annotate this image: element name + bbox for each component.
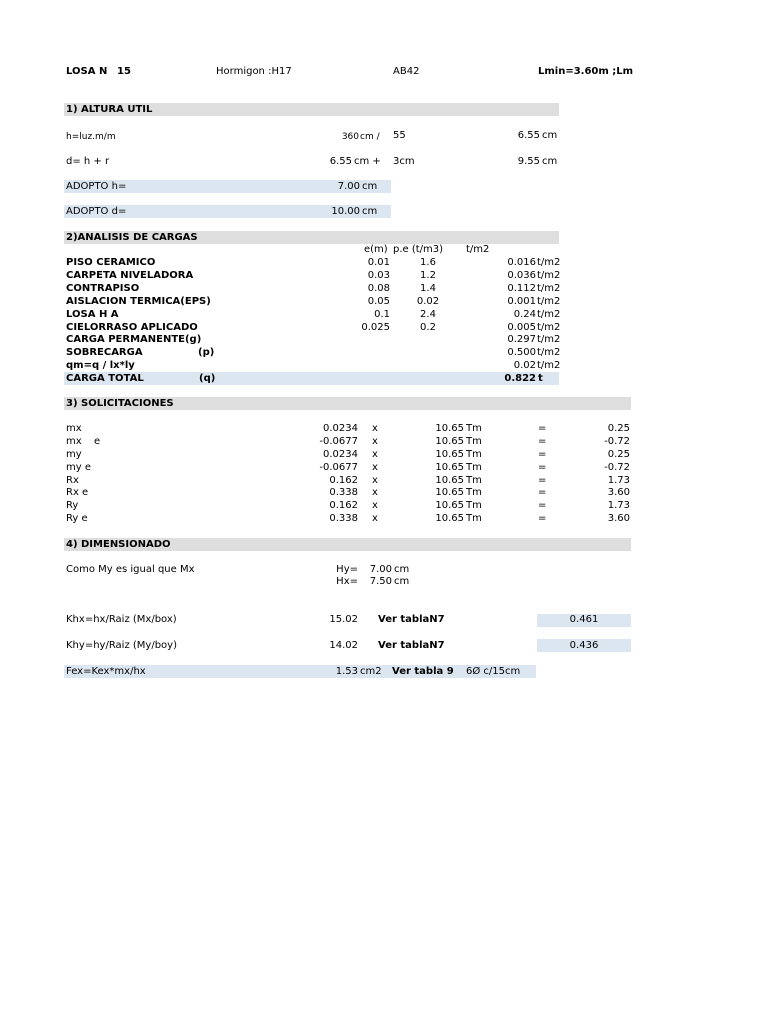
section-title-cargas: 2)ANALISIS DE CARGAS: [66, 232, 198, 243]
fex-label: Fex=Kex*mx/hx: [66, 666, 146, 677]
solicitacion-result: 3.60: [607, 487, 630, 498]
solicitacion-unit: Tm: [466, 487, 482, 498]
adopto-h-value: 7.00: [337, 181, 360, 192]
solicitacion-eq: =: [538, 513, 547, 524]
khy-reference: Ver tablaN7: [378, 640, 445, 651]
carga-unidad: t/m2: [537, 283, 561, 294]
qm-value: 0.02: [513, 360, 536, 371]
carga-unidad: t/m2: [537, 309, 561, 320]
adopto-d-value: 10.00: [331, 206, 360, 217]
section-title-dimensionado: 4) DIMENSIONADO: [66, 539, 171, 550]
losa-label: LOSA N: [66, 66, 108, 77]
solicitacion-result: -0.72: [604, 436, 630, 447]
solicitacion-coef: 0.338: [329, 487, 358, 498]
solicitacion-momento: 10.65: [435, 487, 464, 498]
solicitacion-name: my e: [66, 462, 91, 473]
solicitacion-op: x: [372, 423, 378, 434]
carga-peso-especifico: 0.2: [420, 322, 436, 333]
qm-label: qm=q / lx*ly: [66, 360, 135, 371]
carga-unidad: t/m2: [537, 322, 561, 333]
solicitacion-eq: =: [538, 500, 547, 511]
solicitacion-op: x: [372, 462, 378, 473]
khx-reference: Ver tablaN7: [378, 614, 445, 625]
solicitacion-name: Rx e: [66, 487, 89, 498]
carga-total-value: 0.822: [504, 373, 536, 384]
solicitacion-momento: 10.65: [435, 475, 464, 486]
solicitacion-momento: 10.65: [435, 423, 464, 434]
d-recubrimiento: 3cm: [393, 156, 415, 167]
col-header-pe: p.e (t/m3): [393, 244, 444, 255]
carga-valor: 0.016: [507, 257, 536, 268]
carga-peso-especifico: 1.2: [420, 270, 436, 281]
carga-total-label: CARGA TOTAL: [66, 373, 144, 384]
hy-label: Hy=: [336, 564, 358, 575]
solicitacion-name: Ry: [66, 500, 79, 511]
hy-value: 7.00: [369, 564, 392, 575]
adopto-d-label: ADOPTO d=: [66, 206, 127, 217]
d-result: 9.55: [517, 156, 540, 167]
solicitacion-momento: 10.65: [435, 513, 464, 524]
solicitacion-unit: Tm: [466, 513, 482, 524]
carga-peso-especifico: 1.4: [420, 283, 436, 294]
sobrecarga-unit: t/m2: [537, 347, 561, 358]
permanente-label: CARGA PERMANENTE(g): [66, 334, 202, 345]
fex-unit: cm2: [360, 666, 382, 677]
adopto-d-unit: cm: [362, 206, 378, 217]
solicitacion-name: my: [66, 449, 82, 460]
hx-unit: cm: [394, 576, 410, 587]
carga-name: CONTRAPISO: [66, 283, 140, 294]
solicitacion-unit: Tm: [466, 500, 482, 511]
solicitacion-unit: Tm: [466, 462, 482, 473]
solicitacion-op: x: [372, 513, 378, 524]
solicitacion-result: 0.25: [607, 449, 630, 460]
h-result: 6.55: [517, 130, 540, 141]
solicitacion-unit: Tm: [466, 475, 482, 486]
solicitacion-result: 1.73: [607, 500, 630, 511]
fex-result: 6Ø c/15cm: [466, 666, 521, 677]
d-formula: d= h + r: [66, 156, 110, 167]
solicitacion-unit: Tm: [466, 436, 482, 447]
solicitacion-coef: 0.338: [329, 513, 358, 524]
adopto-h-label: ADOPTO h=: [66, 181, 127, 192]
solicitacion-unit: Tm: [466, 423, 482, 434]
h-luz-unit: cm /: [360, 132, 380, 142]
h-luz-value: 360: [341, 132, 359, 142]
carga-peso-especifico: 0.02: [416, 296, 440, 307]
solicitacion-momento: 10.65: [435, 500, 464, 511]
carga-name: PISO CERAMICO: [66, 257, 156, 268]
solicitacion-name: mx: [66, 436, 82, 447]
carga-espesor: 0.03: [367, 270, 390, 281]
solicitacion-result: 3.60: [607, 513, 630, 524]
carga-peso-especifico: 1.6: [420, 257, 436, 268]
solicitacion-momento: 10.65: [435, 462, 464, 473]
como-note: Como My es igual que Mx: [66, 564, 195, 575]
carga-espesor: 0.01: [367, 257, 390, 268]
carga-valor: 0.005: [507, 322, 536, 333]
sobrecarga-value: 0.500: [507, 347, 536, 358]
adopto-h-unit: cm: [362, 181, 378, 192]
carga-valor: 0.001: [507, 296, 536, 307]
carga-name: CARPETA NIVELADORA: [66, 270, 194, 281]
qm-unit: t/m2: [537, 360, 561, 371]
solicitacion-coef: -0.0677: [319, 462, 358, 473]
carga-peso-especifico: 2.4: [420, 309, 436, 320]
carga-unidad: t/m2: [537, 257, 561, 268]
d-h-unit: cm +: [354, 156, 381, 167]
solicitacion-name: mx: [66, 423, 82, 434]
solicitacion-coef: 0.0234: [323, 449, 358, 460]
col-header-tm2: t/m2: [466, 244, 490, 255]
solicitacion-coef: -0.0677: [319, 436, 358, 447]
h-formula: h=luz.m/m: [66, 132, 116, 142]
fex-reference: Ver tabla 9: [392, 666, 454, 677]
solicitacion-momento: 10.65: [435, 449, 464, 460]
sobrecarga-label: SOBRECARGA: [66, 347, 143, 358]
h-divisor: 55: [393, 130, 406, 141]
solicitacion-momento: 10.65: [435, 436, 464, 447]
solicitacion-eq: =: [538, 462, 547, 473]
carga-name: LOSA H A: [66, 309, 119, 320]
solicitacion-eq: =: [538, 487, 547, 498]
carga-valor: 0.112: [507, 283, 536, 294]
solicitacion-eq: =: [538, 436, 547, 447]
d-result-unit: cm: [542, 156, 558, 167]
khx-value: 15.02: [329, 614, 358, 625]
fex-value: 1.53: [335, 666, 358, 677]
section-title-solicitaciones: 3) SOLICITACIONES: [66, 398, 174, 409]
solicitacion-result: 1.73: [607, 475, 630, 486]
carga-espesor: 0.08: [367, 283, 390, 294]
solicitacion-unit: Tm: [466, 449, 482, 460]
khy-result: 0.436: [569, 640, 599, 651]
acero-grade: AB42: [393, 66, 420, 77]
solicitacion-coef: 0.162: [329, 500, 358, 511]
solicitacion-op: x: [372, 500, 378, 511]
carga-espesor: 0.1: [374, 309, 390, 320]
permanente-unit: t/m2: [537, 334, 561, 345]
hormigon-grade: Hormigon :H17: [216, 66, 292, 77]
solicitacion-coef: 0.0234: [323, 423, 358, 434]
hx-label: Hx=: [336, 576, 358, 587]
permanente-value: 0.297: [507, 334, 536, 345]
h-result-unit: cm: [542, 130, 558, 141]
solicitacion-name: Ry e: [66, 513, 88, 524]
section-title-altura: 1) ALTURA UTIL: [66, 104, 153, 115]
carga-name: CIELORRASO APLICADO: [66, 322, 198, 333]
solicitacion-coef: 0.162: [329, 475, 358, 486]
col-header-e: e(m): [364, 244, 388, 255]
hy-unit: cm: [394, 564, 410, 575]
carga-total-symbol: (q): [199, 373, 216, 384]
carga-valor: 0.24: [513, 309, 536, 320]
solicitacion-op: x: [372, 449, 378, 460]
losa-number: 15: [117, 66, 131, 77]
carga-espesor: 0.025: [361, 322, 390, 333]
carga-total-unit: t: [538, 373, 543, 384]
lmin-value: Lmin=3.60m ;Lm: [538, 66, 634, 77]
sobrecarga-symbol: (p): [198, 347, 215, 358]
solicitacion-result: -0.72: [604, 462, 630, 473]
solicitacion-op: x: [372, 475, 378, 486]
khy-label: Khy=hy/Raiz (My/boy): [66, 640, 177, 651]
khy-value: 14.02: [329, 640, 358, 651]
solicitacion-result: 0.25: [607, 423, 630, 434]
carga-espesor: 0.05: [367, 296, 390, 307]
solicitacion-sub: e: [94, 436, 101, 447]
solicitacion-eq: =: [538, 423, 547, 434]
carga-name: AISLACION TERMICA(EPS): [66, 296, 211, 307]
d-h-value: 6.55: [329, 156, 352, 167]
solicitacion-name: Rx: [66, 475, 79, 486]
solicitacion-eq: =: [538, 475, 547, 486]
carga-unidad: t/m2: [537, 270, 561, 281]
carga-unidad: t/m2: [537, 296, 561, 307]
hx-value: 7.50: [369, 576, 392, 587]
solicitacion-eq: =: [538, 449, 547, 460]
khx-result: 0.461: [569, 614, 599, 625]
khx-label: Khx=hx/Raiz (Mx/box): [66, 614, 177, 625]
carga-valor: 0.036: [507, 270, 536, 281]
solicitacion-op: x: [372, 436, 378, 447]
solicitacion-op: x: [372, 487, 378, 498]
